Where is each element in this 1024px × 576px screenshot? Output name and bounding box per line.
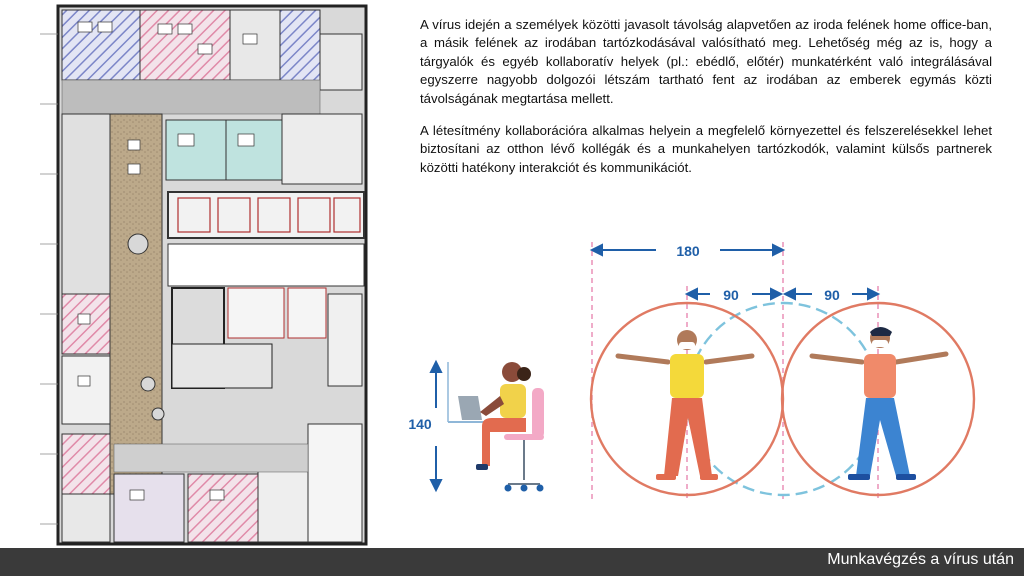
distancing-illustration — [400, 236, 1000, 500]
distancing-figure — [400, 236, 1000, 500]
footer-title: Munkavégzés a vírus után — [827, 551, 1014, 568]
standing-person-right — [812, 327, 946, 480]
dimension-90-right: 90 — [824, 287, 840, 303]
standing-person-left — [618, 330, 752, 480]
dimension-90-left: 90 — [723, 287, 739, 303]
seated-worker-illustration — [448, 362, 544, 492]
footer-bar — [0, 548, 1024, 576]
dimension-180: 180 — [676, 243, 700, 259]
floor-plan-icon — [38, 4, 390, 548]
paragraph-2: A létesítmény kollaborációra alkalmas helyein a megfelelő környezettel és felszerelésekkel lehet biztosítani az otthon lévő kollégák és a munkahelyen tartózkodók, valamint külsős partnerek közötti hatékony interakciót és kommunikációt. — [420, 123, 992, 175]
floor-plan-drawing — [38, 4, 390, 548]
guide-lines — [592, 242, 878, 500]
dimension-140: 140 — [408, 416, 432, 432]
description-text — [420, 16, 992, 191]
paragraph-1: A vírus idején a személyek közötti javasolt távolság alapvetően az iroda felének home office-ban, a másik felének az irodában tartózkodásával valósítható meg. Lehetőség még az is, hogy a tárgyalók és egyéb kollaboratív helyek (pl.: ebédlő, előtér) munkatérként való integrálásával egyszerre nagyobb dolgozói létszám tartható fent az irodában az emberek egymás közti távolságának megtartása mellett. — [420, 17, 992, 106]
